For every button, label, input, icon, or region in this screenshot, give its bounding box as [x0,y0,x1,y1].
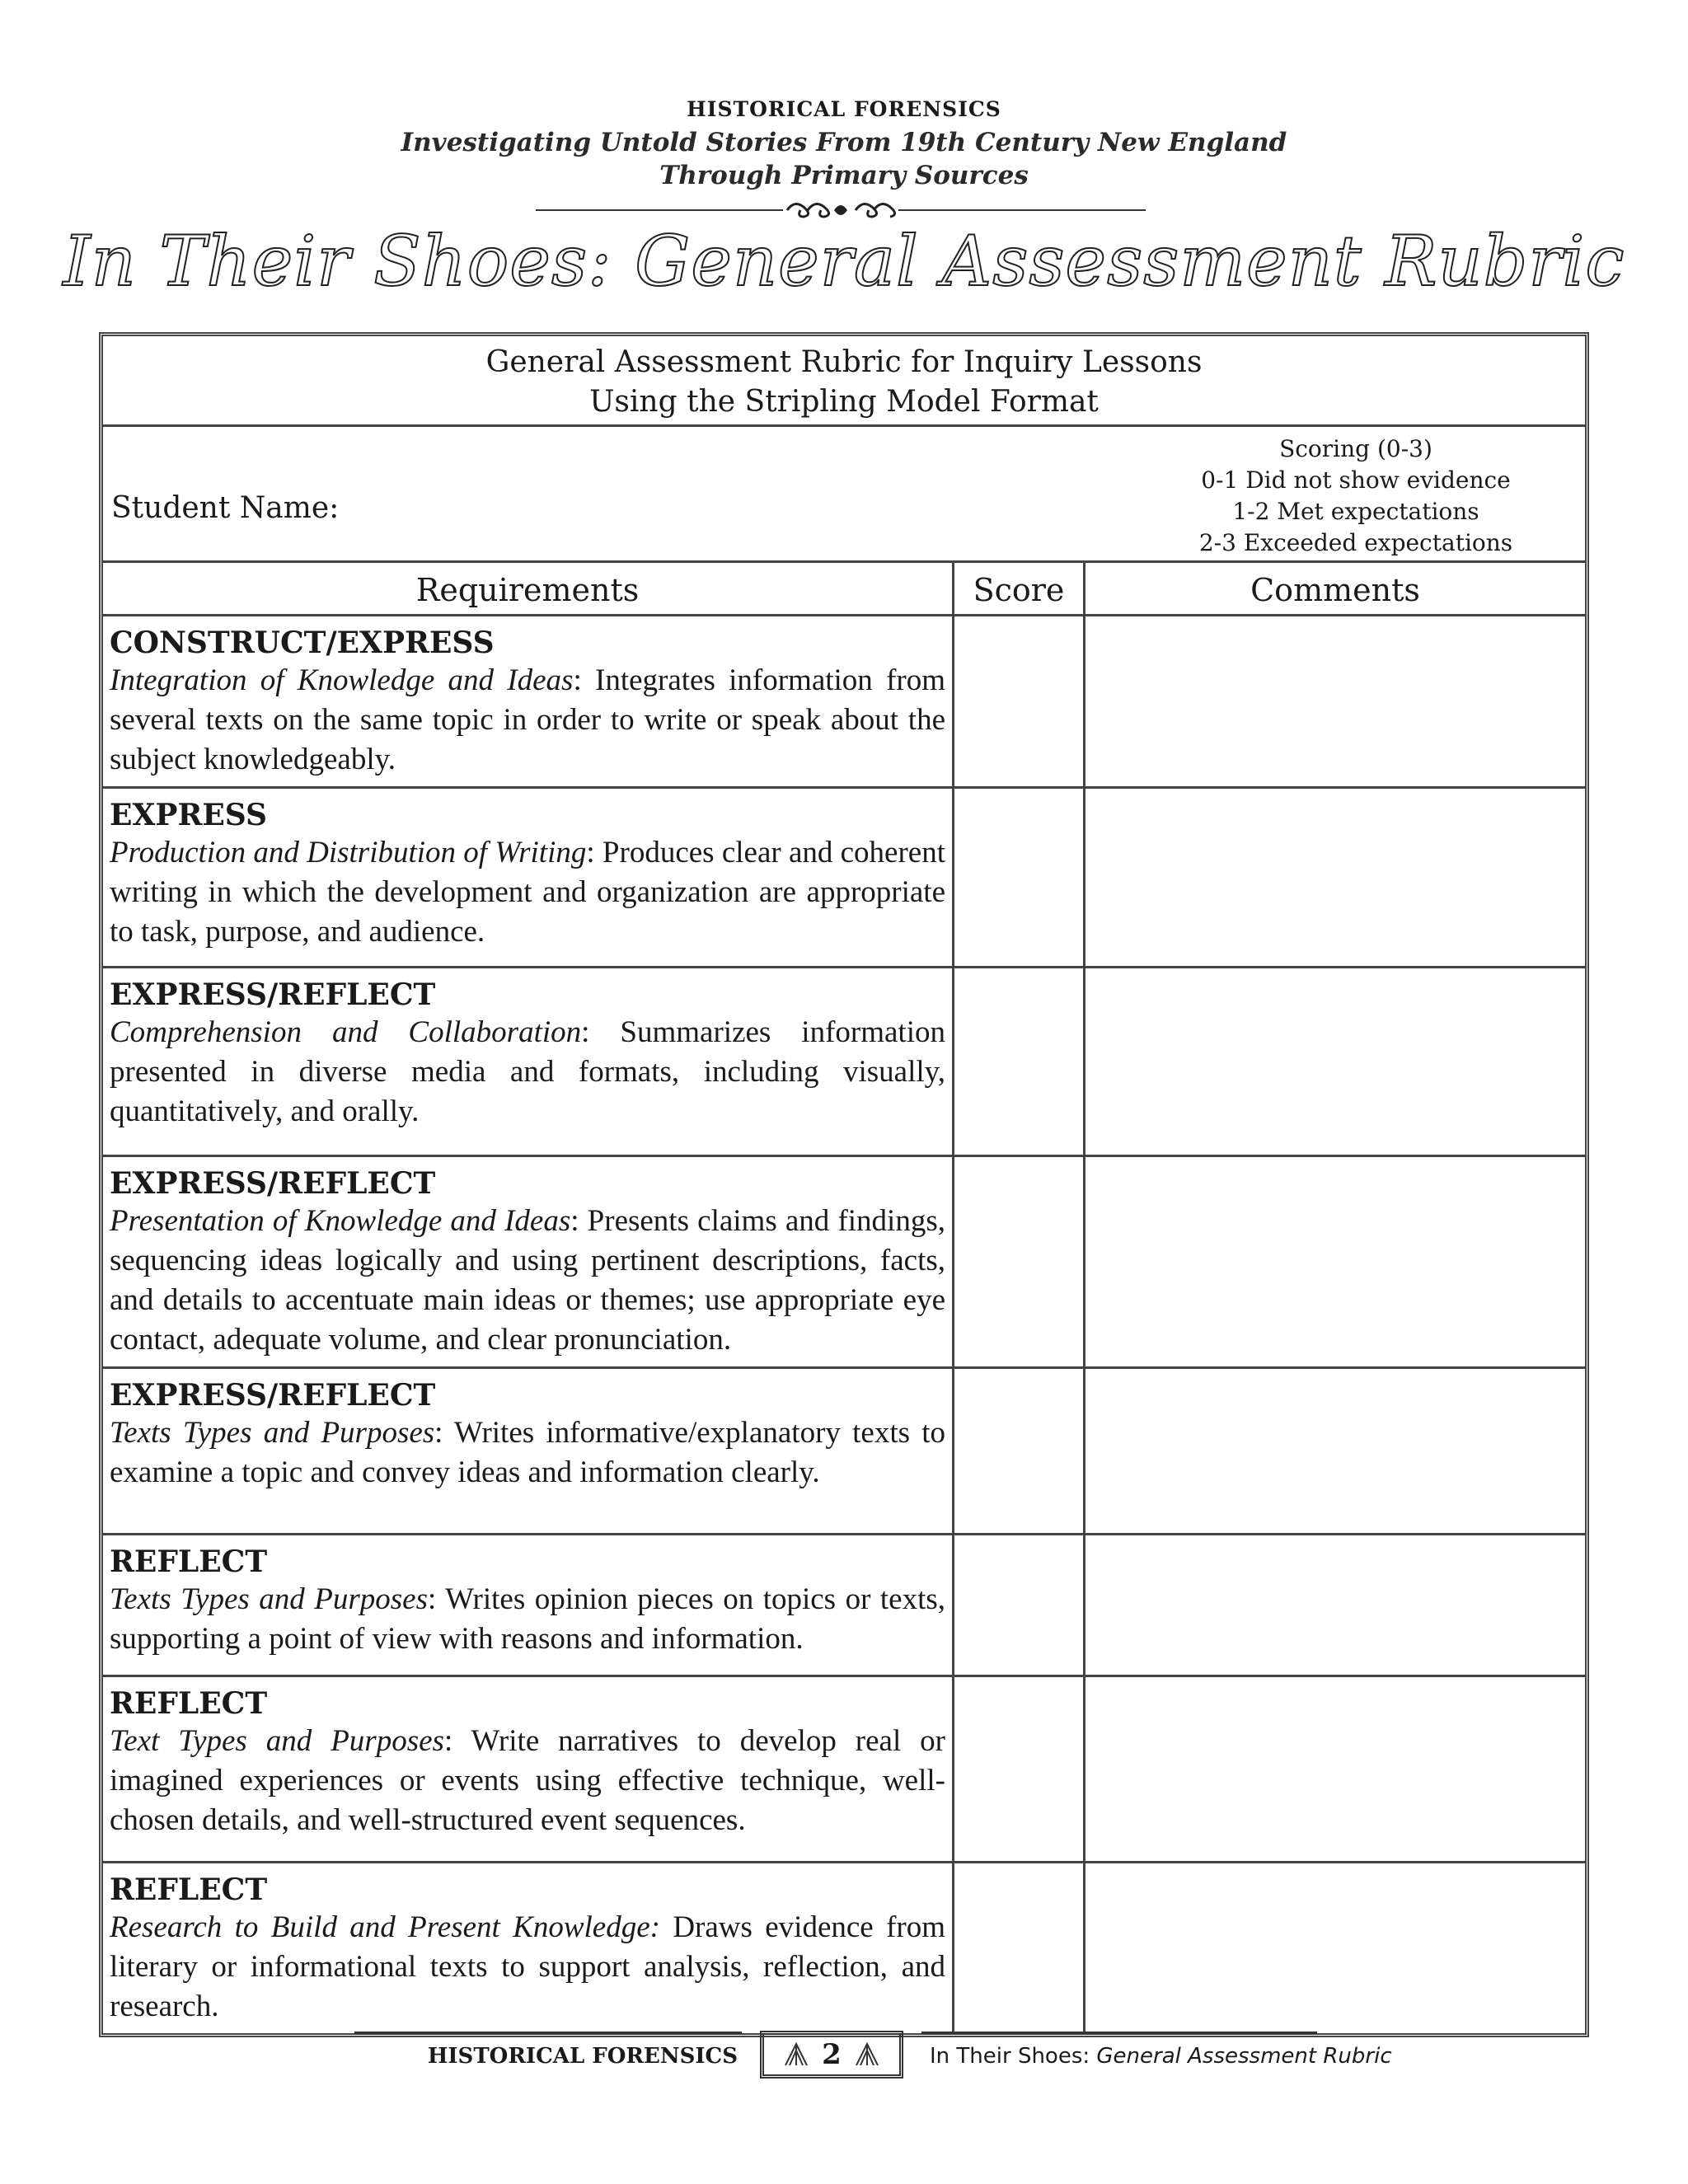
subtitle-line-2: Through Primary Sources [659,161,1029,190]
comments-cell[interactable] [1085,1677,1585,1861]
score-cell[interactable] [954,616,1085,786]
document-title: In Their Shoes: General Assessment Rubric [63,221,1625,302]
footer-rule-left [354,2032,742,2034]
requirement-description: : Writes opinion pieces on topics or texts, supporting a point of view with reasons and information. [110,1582,946,1656]
comments-cell[interactable] [1085,1157,1585,1366]
rubric-title [103,336,1585,427]
score-cell[interactable] [954,1157,1085,1366]
requirement-cell [103,616,954,786]
requirement-skill: Text Types and Purposes [110,1724,444,1758]
requirement-cell [103,1535,954,1675]
page-number-box [760,2031,903,2079]
scoring-level: 1-2 Met expectations [1232,498,1479,525]
footer-rule-right [921,2032,1317,2034]
requirement-skill: Comprehension and Collaboration [110,1015,582,1049]
requirement-description: : Presents claims and findings, sequencing ideas logically and using pertinent descriptions, facts, and details to accentuate main ideas or themes; use appropriate eye contact, adequate volume, and clear pronunciation. [110,1204,945,1357]
score-cell[interactable] [954,1369,1085,1533]
column-header-comments: Comments [1250,572,1420,608]
score-cell[interactable] [954,1535,1085,1675]
student-name-row [103,427,1585,563]
requirement-skill: Production and Distribution of Writing [110,836,587,869]
rubric-title-line-2: Using the Stripling Model Format [589,385,1099,419]
comments-cell[interactable] [1085,616,1585,786]
student-name-label: Student Name: [111,491,340,525]
requirement-cell [103,1863,954,2033]
requirement-description: Draws evidence from literary or informational texts to support analysis, reflection, and research. [110,1910,946,2023]
score-cell[interactable] [954,789,1085,966]
rubric-title-line-1: General Assessment Rubric for Inquiry Lessons [485,345,1203,379]
table-row [103,789,1585,968]
requirement-heading: REFLECT [110,1872,268,1907]
subtitle-line-1: Investigating Untold Stories From 19th Century New England [401,128,1287,157]
requirement-description: : Writes informative/explanatory texts to examine a topic and convey ideas and information clearly. [110,1416,946,1489]
footer-title-italic: General Assessment Rubric [1096,2044,1392,2069]
requirement-description: : Integrates information from several texts on the same topic in order to write or speak about the subject knowledgeably. [110,663,945,776]
scoring-level: 2-3 Exceeded expectations [1198,529,1513,556]
requirement-cell [103,1369,954,1533]
comments-cell[interactable] [1085,1863,1585,2033]
table-row [103,1863,1585,2033]
comments-cell[interactable] [1085,968,1585,1155]
footer-title-plain: In Their Shoes: [930,2044,1097,2069]
requirement-heading: EXPRESS/REFLECT [110,1166,436,1201]
requirement-heading: EXPRESS [110,798,268,832]
column-header-row [103,563,1585,616]
table-row [103,1677,1585,1863]
footer-document-title [930,2044,1392,2069]
ornament-icon [782,2041,810,2069]
table-row [103,1157,1585,1369]
table-row [103,616,1585,789]
flourish-divider-icon [536,198,1146,223]
requirement-skill: Presentation of Knowledge and Ideas [110,1204,571,1238]
table-row [103,1535,1585,1677]
assessment-rubric-table [99,332,1589,2037]
comments-cell[interactable] [1085,1369,1585,1533]
table-row [103,1369,1585,1535]
page-number: 2 [822,2038,842,2071]
comments-cell[interactable] [1085,789,1585,966]
requirement-description: : Summarizes information presented in diverse media and formats, including visually, quantitatively, and orally. [110,1015,945,1128]
column-header-requirements: Requirements [103,563,954,614]
requirement-cell [103,1677,954,1861]
comments-cell[interactable] [1085,1535,1585,1675]
requirement-skill: Research to Build and Present Knowledge: [110,1910,660,1944]
requirement-cell [103,1157,954,1366]
score-cell[interactable] [954,968,1085,1155]
requirement-description: : Write narratives to develop real or imagined experiences or events using effective technique, well-chosen details, and well-structured event sequences. [110,1724,945,1837]
ornament-icon [853,2041,881,2069]
requirement-cell [103,789,954,966]
score-cell[interactable] [954,1677,1085,1861]
requirement-heading: CONSTRUCT/EXPRESS [110,626,495,660]
requirement-heading: REFLECT [110,1544,268,1579]
series-title: HISTORICAL FORENSICS [687,97,1001,121]
table-row [103,968,1585,1157]
requirement-skill: Texts Types and Purposes [110,1416,435,1450]
requirement-cell [103,968,954,1155]
requirement-heading: REFLECT [110,1686,268,1721]
scoring-legend [1125,434,1587,559]
requirement-heading: EXPRESS/REFLECT [110,1378,436,1413]
score-cell[interactable] [954,1863,1085,2033]
requirement-heading: EXPRESS/REFLECT [110,977,436,1012]
column-header-score: Score [954,563,1085,614]
requirement-skill: Texts Types and Purposes [110,1582,428,1616]
requirement-description: : Produces clear and coherent writing in which the development and organization are appropriate to task, purpose, and audience. [110,836,945,949]
footer-series: HISTORICAL FORENSICS [427,2044,738,2069]
scoring-level: 0-1 Did not show evidence [1201,466,1511,494]
requirement-skill: Integration of Knowledge and Ideas [110,663,574,697]
scoring-title: Scoring (0-3) [1279,435,1432,462]
